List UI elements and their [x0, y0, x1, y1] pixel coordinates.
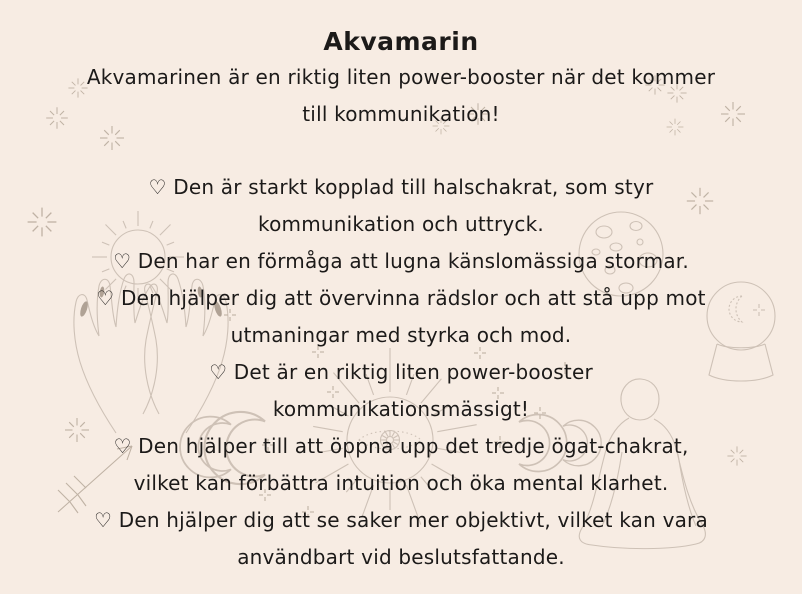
- bullet-line: vilket kan förbättra intuition och öka mental klarhet.: [133, 471, 669, 495]
- bullet-line: kommunikation och uttryck.: [258, 212, 544, 236]
- bullet-line: ♡ Den hjälper dig att övervinna rädslor och att stå upp mot: [96, 286, 706, 310]
- intro-line: Akvamarinen är en riktig liten power-booster när det kommer: [86, 65, 716, 89]
- bullet-line: ♡ Den är starkt kopplad till halschakrat, som styr: [148, 175, 654, 199]
- bullet-line: ♡ Det är en riktig liten power-booster: [209, 360, 593, 384]
- bullet-line: ♡ Den hjälper dig att se saker mer objektivt, vilket kan vara: [94, 508, 708, 532]
- bullet-line: utmaningar med styrka och mod.: [230, 323, 572, 347]
- bullet-line: ♡ Den har en förmåga att lugna känslomässiga stormar.: [113, 249, 689, 273]
- bullet-line: kommunikationsmässigt!: [272, 397, 530, 421]
- page-title: Akvamarin: [323, 27, 479, 56]
- bullet-line: ♡ Den hjälper till att öppna upp det tredje ögat-chakrat,: [113, 434, 689, 458]
- intro-line: till kommunikation!: [302, 102, 500, 126]
- bullet-line: användbart vid beslutsfattande.: [237, 545, 565, 569]
